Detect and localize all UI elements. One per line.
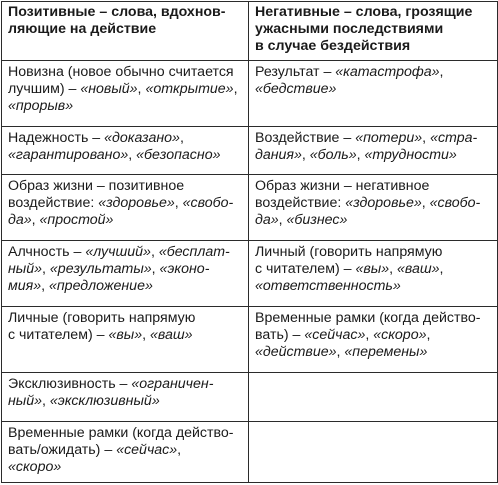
cell-text: Образ жизни – позитивное xyxy=(8,178,185,194)
cell-line xyxy=(8,310,242,327)
example-word: «свобо- xyxy=(429,195,481,211)
cell-text: , xyxy=(422,130,431,146)
table-row xyxy=(2,241,498,307)
example-word: «боль» xyxy=(309,147,357,163)
negative-cell xyxy=(249,373,498,422)
cell-line xyxy=(8,327,242,344)
header-row xyxy=(2,2,498,61)
example-word: «ваш» xyxy=(149,327,193,343)
table-row xyxy=(2,127,498,175)
cell-text: с читателем) – xyxy=(255,261,356,277)
table-row xyxy=(2,307,498,373)
cell-line xyxy=(255,261,491,278)
example-word: «действие» xyxy=(255,344,337,360)
cell-text: Эксклюзивность – xyxy=(8,376,132,392)
example-word: «новый» xyxy=(80,81,138,97)
cell-text: , xyxy=(174,195,183,211)
cell-text: Временные рамки (когда действо- xyxy=(8,425,234,441)
example-word: «результаты» xyxy=(49,261,152,277)
cell-line xyxy=(255,130,491,147)
negative-cell xyxy=(249,127,498,175)
header-line: Негативные – слова, грозящие xyxy=(255,4,473,20)
cell-line xyxy=(8,195,242,212)
example-word: «перемены» xyxy=(344,344,428,360)
cell-line xyxy=(8,442,242,459)
example-word: «здоровье» xyxy=(98,195,175,211)
example-word: «простой» xyxy=(39,212,114,228)
cell-text: , xyxy=(177,442,182,458)
example-word: «вы» xyxy=(108,327,143,343)
cell-line xyxy=(8,459,242,476)
header-line: ужасными последствиями xyxy=(255,21,444,37)
cell-text: вать/ожидать) – xyxy=(8,442,117,458)
cell-text: Временные рамки (когда действо- xyxy=(255,310,481,326)
cell-line xyxy=(255,244,491,261)
cell-text: воздействие: xyxy=(255,195,346,211)
cell-text: , xyxy=(128,147,137,163)
example-word: «предложение» xyxy=(48,278,153,294)
cell-text: , xyxy=(426,327,431,343)
cell-line xyxy=(8,81,242,98)
cell-text: Личные (говорить напрямую xyxy=(8,310,196,326)
negative-cell xyxy=(249,422,498,483)
cell-text: , xyxy=(421,195,430,211)
example-word: «ваш» xyxy=(396,261,440,277)
cell-line xyxy=(8,376,242,393)
table-row xyxy=(2,175,498,241)
cell-line xyxy=(255,278,491,295)
example-word: «здоровье» xyxy=(345,195,422,211)
example-word: ный» xyxy=(8,261,43,277)
example-word: «эконо- xyxy=(159,261,210,277)
example-word: «ограничен- xyxy=(131,376,214,392)
example-word: «безопасно» xyxy=(136,147,221,163)
negative-cell xyxy=(249,241,498,307)
example-word: «свобо- xyxy=(182,195,234,211)
example-word: «доказано» xyxy=(104,130,180,146)
header-negative xyxy=(249,2,498,61)
example-word: «скоро» xyxy=(373,327,427,343)
cell-line xyxy=(8,130,242,147)
cell-line xyxy=(8,147,242,164)
cell-text: , xyxy=(336,344,345,360)
cell-text: с читателем) – xyxy=(8,327,109,343)
cell-line xyxy=(8,244,242,261)
positive-cell xyxy=(2,127,249,175)
example-word: «сейчас» xyxy=(116,442,178,458)
example-word: «вы» xyxy=(355,261,390,277)
example-word: ный» xyxy=(8,393,43,409)
cell-line xyxy=(8,278,242,295)
example-word: дания» xyxy=(255,147,302,163)
cell-line xyxy=(8,98,242,115)
cell-text: , xyxy=(179,130,184,146)
cell-line xyxy=(255,327,491,344)
example-word: «сейчас» xyxy=(304,327,366,343)
cell-line xyxy=(8,261,242,278)
table-row xyxy=(2,373,498,422)
cell-line xyxy=(255,64,491,81)
positive-cell xyxy=(2,241,249,307)
cell-text: вать) – xyxy=(255,327,305,343)
table-body xyxy=(2,61,498,483)
positive-cell xyxy=(2,422,249,483)
example-word: «гарантировано» xyxy=(8,147,129,163)
cell-text: , xyxy=(137,81,146,97)
cell-text: , xyxy=(41,278,49,294)
positive-cell xyxy=(2,373,249,422)
header-positive xyxy=(2,2,249,61)
cell-text: , xyxy=(389,261,397,277)
example-word: «бесплат- xyxy=(158,244,230,260)
example-word: «эксклюзивный» xyxy=(49,393,160,409)
cell-text: Образ жизни – негативное xyxy=(255,178,430,194)
cell-text: , xyxy=(42,261,50,277)
example-word: «прорыв» xyxy=(8,98,74,114)
header-line: ляющие на действие xyxy=(8,21,157,37)
cell-line xyxy=(8,64,242,81)
header-line: в случае бездействия xyxy=(255,38,411,54)
cell-line xyxy=(8,425,242,442)
positive-cell xyxy=(2,61,249,127)
cell-text: , xyxy=(42,393,50,409)
cell-text: Алчность – xyxy=(8,244,86,260)
cell-text: Результат – xyxy=(255,64,336,80)
cell-text: , xyxy=(142,327,150,343)
example-word: да» xyxy=(8,212,32,228)
example-word: «лучший» xyxy=(85,244,151,260)
cell-line xyxy=(255,195,491,212)
cell-text: , xyxy=(233,81,238,97)
example-word: «стра- xyxy=(430,130,478,146)
cell-text: , xyxy=(31,212,40,228)
negative-cell xyxy=(249,307,498,373)
cell-text: , xyxy=(439,261,444,277)
table-row xyxy=(2,61,498,127)
cell-text: Новизна (новое обычно считается xyxy=(8,64,234,80)
cell-text: , xyxy=(150,244,159,260)
cell-text: Воздействие – xyxy=(255,130,356,146)
cell-line xyxy=(255,178,491,195)
comparison-table xyxy=(1,1,498,483)
cell-text: Личный (говорить напрямую xyxy=(255,244,443,260)
cell-line xyxy=(255,310,491,327)
example-word: «потери» xyxy=(355,130,423,146)
cell-line xyxy=(255,81,491,98)
cell-line xyxy=(8,178,242,195)
cell-text: , xyxy=(278,212,287,228)
cell-line xyxy=(8,393,242,410)
example-word: «скоро» xyxy=(8,459,62,475)
cell-text: , xyxy=(439,64,444,80)
cell-text: , xyxy=(301,147,310,163)
cell-text: , xyxy=(151,261,160,277)
cell-text: , xyxy=(365,327,374,343)
example-word: «бедствие» xyxy=(255,81,337,97)
example-word: «трудности» xyxy=(364,147,457,163)
example-word: мия» xyxy=(8,278,42,294)
cell-line xyxy=(255,212,491,229)
example-word: «ответственность» xyxy=(255,278,401,294)
cell-line xyxy=(8,212,242,229)
negative-cell xyxy=(249,175,498,241)
positive-cell xyxy=(2,175,249,241)
table-row xyxy=(2,422,498,483)
example-word: «бизнес» xyxy=(286,212,348,228)
cell-text: , xyxy=(356,147,365,163)
positive-cell xyxy=(2,307,249,373)
example-word: «катастрофа» xyxy=(335,64,440,80)
negative-cell xyxy=(249,61,498,127)
cell-line xyxy=(255,147,491,164)
header-line: Позитивные – слова, вдохнов- xyxy=(8,4,226,20)
cell-text: Надежность – xyxy=(8,130,105,146)
example-word: «открытие» xyxy=(145,81,234,97)
cell-line xyxy=(255,344,491,361)
cell-text: лучшим) – xyxy=(8,81,81,97)
cell-text: воздействие: xyxy=(8,195,99,211)
example-word: да» xyxy=(255,212,279,228)
